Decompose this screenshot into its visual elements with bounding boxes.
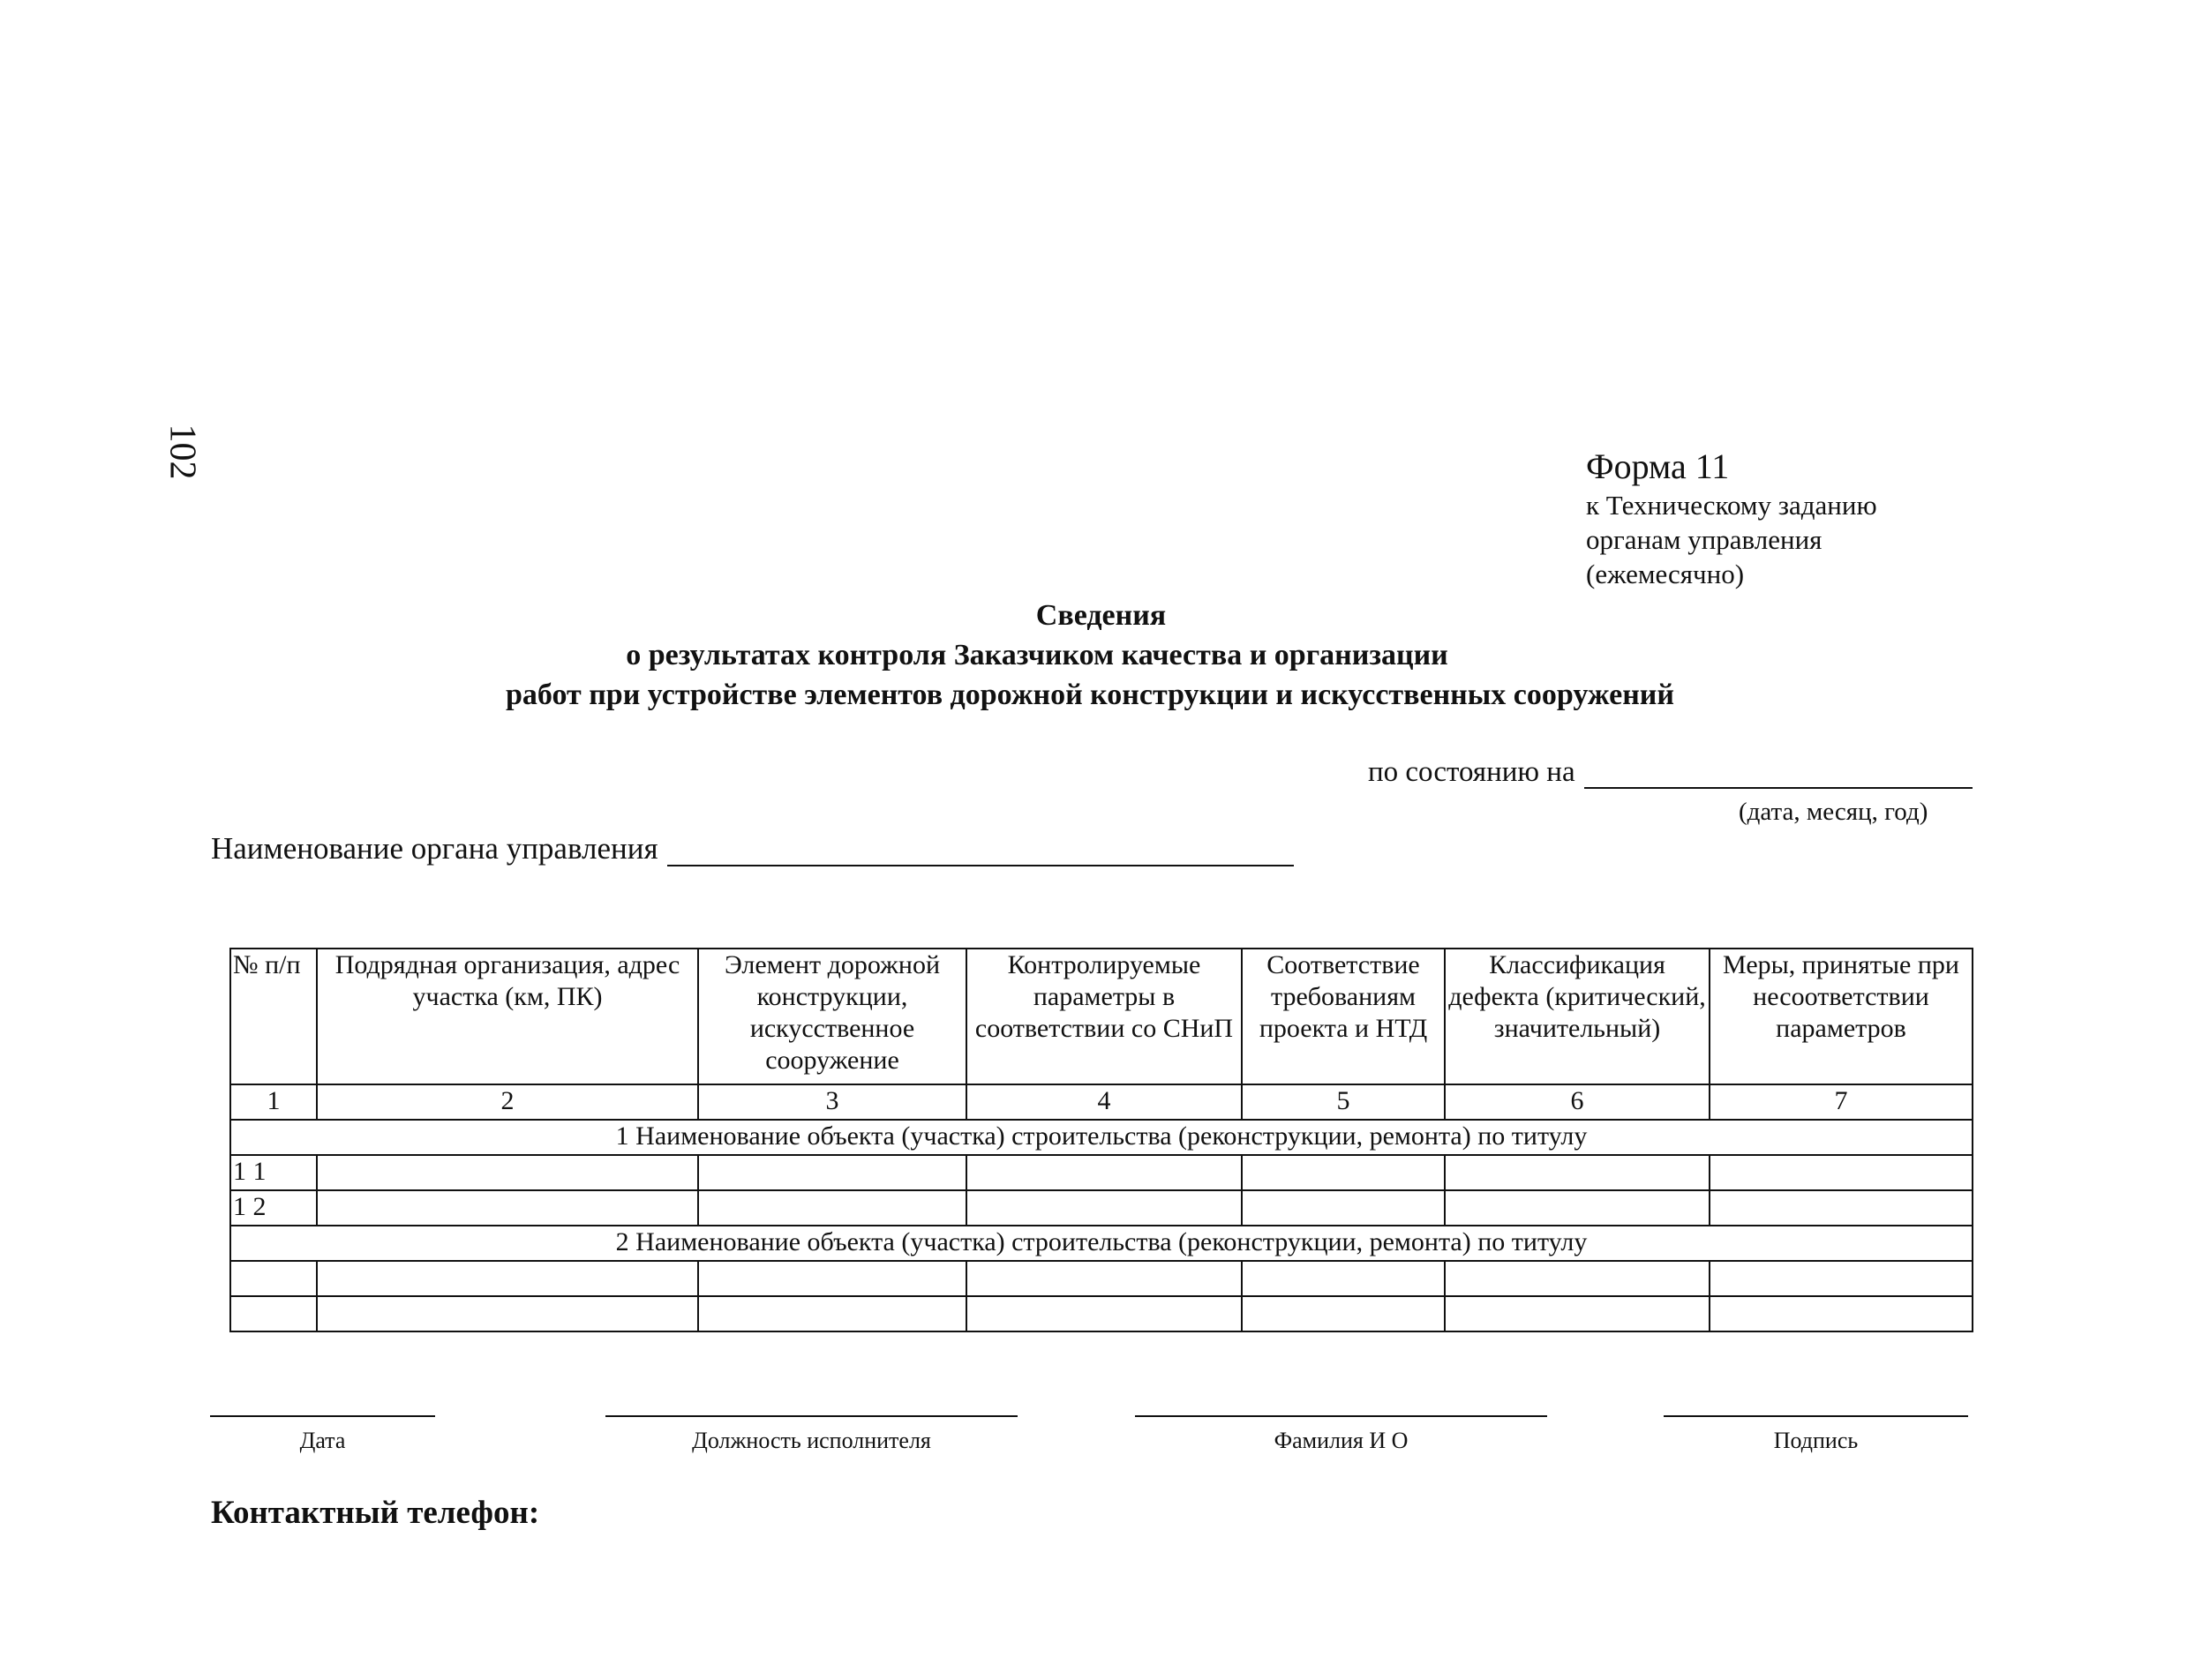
status-date-field [1368,755,1973,789]
section-row-2 [230,1226,1973,1261]
heading-line-2: о результатах контроля Заказчиком качества и организации [626,639,1448,671]
table-cell[interactable] [317,1261,698,1296]
header-cell-compliance: Соответствие требованиям проекта и НТД [1242,949,1445,1084]
table-cell[interactable] [1710,1155,1973,1190]
signature-date-caption: Дата [299,1428,346,1453]
document-heading [0,596,2202,715]
row-number: 1 2 [230,1190,317,1226]
form-title: Форма 11 [1586,446,1730,486]
form-ref-line-3: (ежемесячно) [1586,559,1745,589]
table-cell[interactable] [1710,1190,1973,1226]
table-cell[interactable] [317,1296,698,1331]
signature-position [605,1415,1018,1454]
table-cell[interactable] [1710,1261,1973,1296]
table-cell[interactable] [1445,1261,1710,1296]
signature-sign [1664,1415,1968,1454]
signature-date-line[interactable] [210,1415,435,1417]
table-cell[interactable] [1242,1155,1445,1190]
column-number: 1 [230,1084,317,1120]
table-cell[interactable] [966,1190,1242,1226]
table-cell[interactable] [1242,1190,1445,1226]
table-row [230,1190,1973,1226]
form-reference-block [1586,446,1877,591]
column-number: 6 [1445,1084,1710,1120]
table-cell[interactable] [966,1155,1242,1190]
table-cell[interactable] [1445,1296,1710,1331]
column-number: 5 [1242,1084,1445,1120]
signature-sign-line[interactable] [1664,1415,1968,1417]
column-number: 7 [1710,1084,1973,1120]
status-date-hint: (дата, месяц, год) [1739,798,1928,826]
table-row [230,1155,1973,1190]
header-cell-defect-class: Классификация дефекта (критический, значительный) [1445,949,1710,1084]
contact-phone-label: Контактный телефон: [211,1495,540,1531]
table-cell[interactable] [317,1190,698,1226]
table-cell[interactable] [1242,1261,1445,1296]
column-number: 3 [698,1084,966,1120]
row-number[interactable] [230,1296,317,1331]
table-row [230,1261,1973,1296]
table-cell[interactable] [698,1155,966,1190]
header-cell-contractor: Подрядная организация, адрес участка (км, ПК) [317,949,698,1084]
table-cell[interactable] [698,1261,966,1296]
table-cell[interactable] [1445,1155,1710,1190]
table-cell[interactable] [1242,1296,1445,1331]
page-number: 102 [162,424,203,480]
form-ref-line-1: к Техническому заданию [1586,490,1877,521]
heading-line-3: работ при устройстве элементов дорожной конструкции и искусственных сооружений [506,679,1674,711]
organization-field [211,831,1294,866]
section-title-2: 2 Наименование объекта (участка) строительства (реконструкции, ремонта) по титулу [230,1226,1973,1261]
form-ref-line-2: органам управления [1586,524,1822,555]
organization-label: Наименование органа управления [211,831,658,866]
header-cell-element: Элемент дорожной конструкции, искусственное сооружение [698,949,966,1084]
header-cell-number: № п/п [230,949,317,1084]
row-number: 1 1 [230,1155,317,1190]
results-table [229,948,1973,1332]
column-number-row [230,1084,1973,1120]
table-cell[interactable] [698,1190,966,1226]
signature-name-caption: Фамилия И О [1274,1428,1409,1453]
table-cell[interactable] [966,1261,1242,1296]
signature-sign-caption: Подпись [1773,1428,1859,1453]
table-cell[interactable] [698,1296,966,1331]
table-row [230,1296,1973,1331]
header-cell-parameters: Контролируемые параметры в соответствии со СНиП [966,949,1242,1084]
signature-date [210,1415,435,1454]
column-number: 4 [966,1084,1242,1120]
status-date-blank[interactable] [1584,755,1973,789]
table-cell[interactable] [1445,1190,1710,1226]
signature-position-caption: Должность исполнителя [692,1428,931,1453]
section-title-1: 1 Наименование объекта (участка) строительства (реконструкции, ремонта) по титулу [230,1120,1973,1155]
organization-blank[interactable] [667,831,1294,866]
table-cell[interactable] [1710,1296,1973,1331]
table-header-row [230,949,1973,1084]
signature-name [1135,1415,1547,1454]
signature-name-line[interactable] [1135,1415,1547,1417]
column-number: 2 [317,1084,698,1120]
header-cell-measures: Меры, принятые при несоответствии параметров [1710,949,1973,1084]
row-number[interactable] [230,1261,317,1296]
section-row-1 [230,1120,1973,1155]
signature-position-line[interactable] [605,1415,1018,1417]
table-cell[interactable] [966,1296,1242,1331]
heading-line-1: Сведения [1035,599,1167,632]
table-cell[interactable] [317,1155,698,1190]
status-date-label: по состоянию на [1368,756,1575,788]
